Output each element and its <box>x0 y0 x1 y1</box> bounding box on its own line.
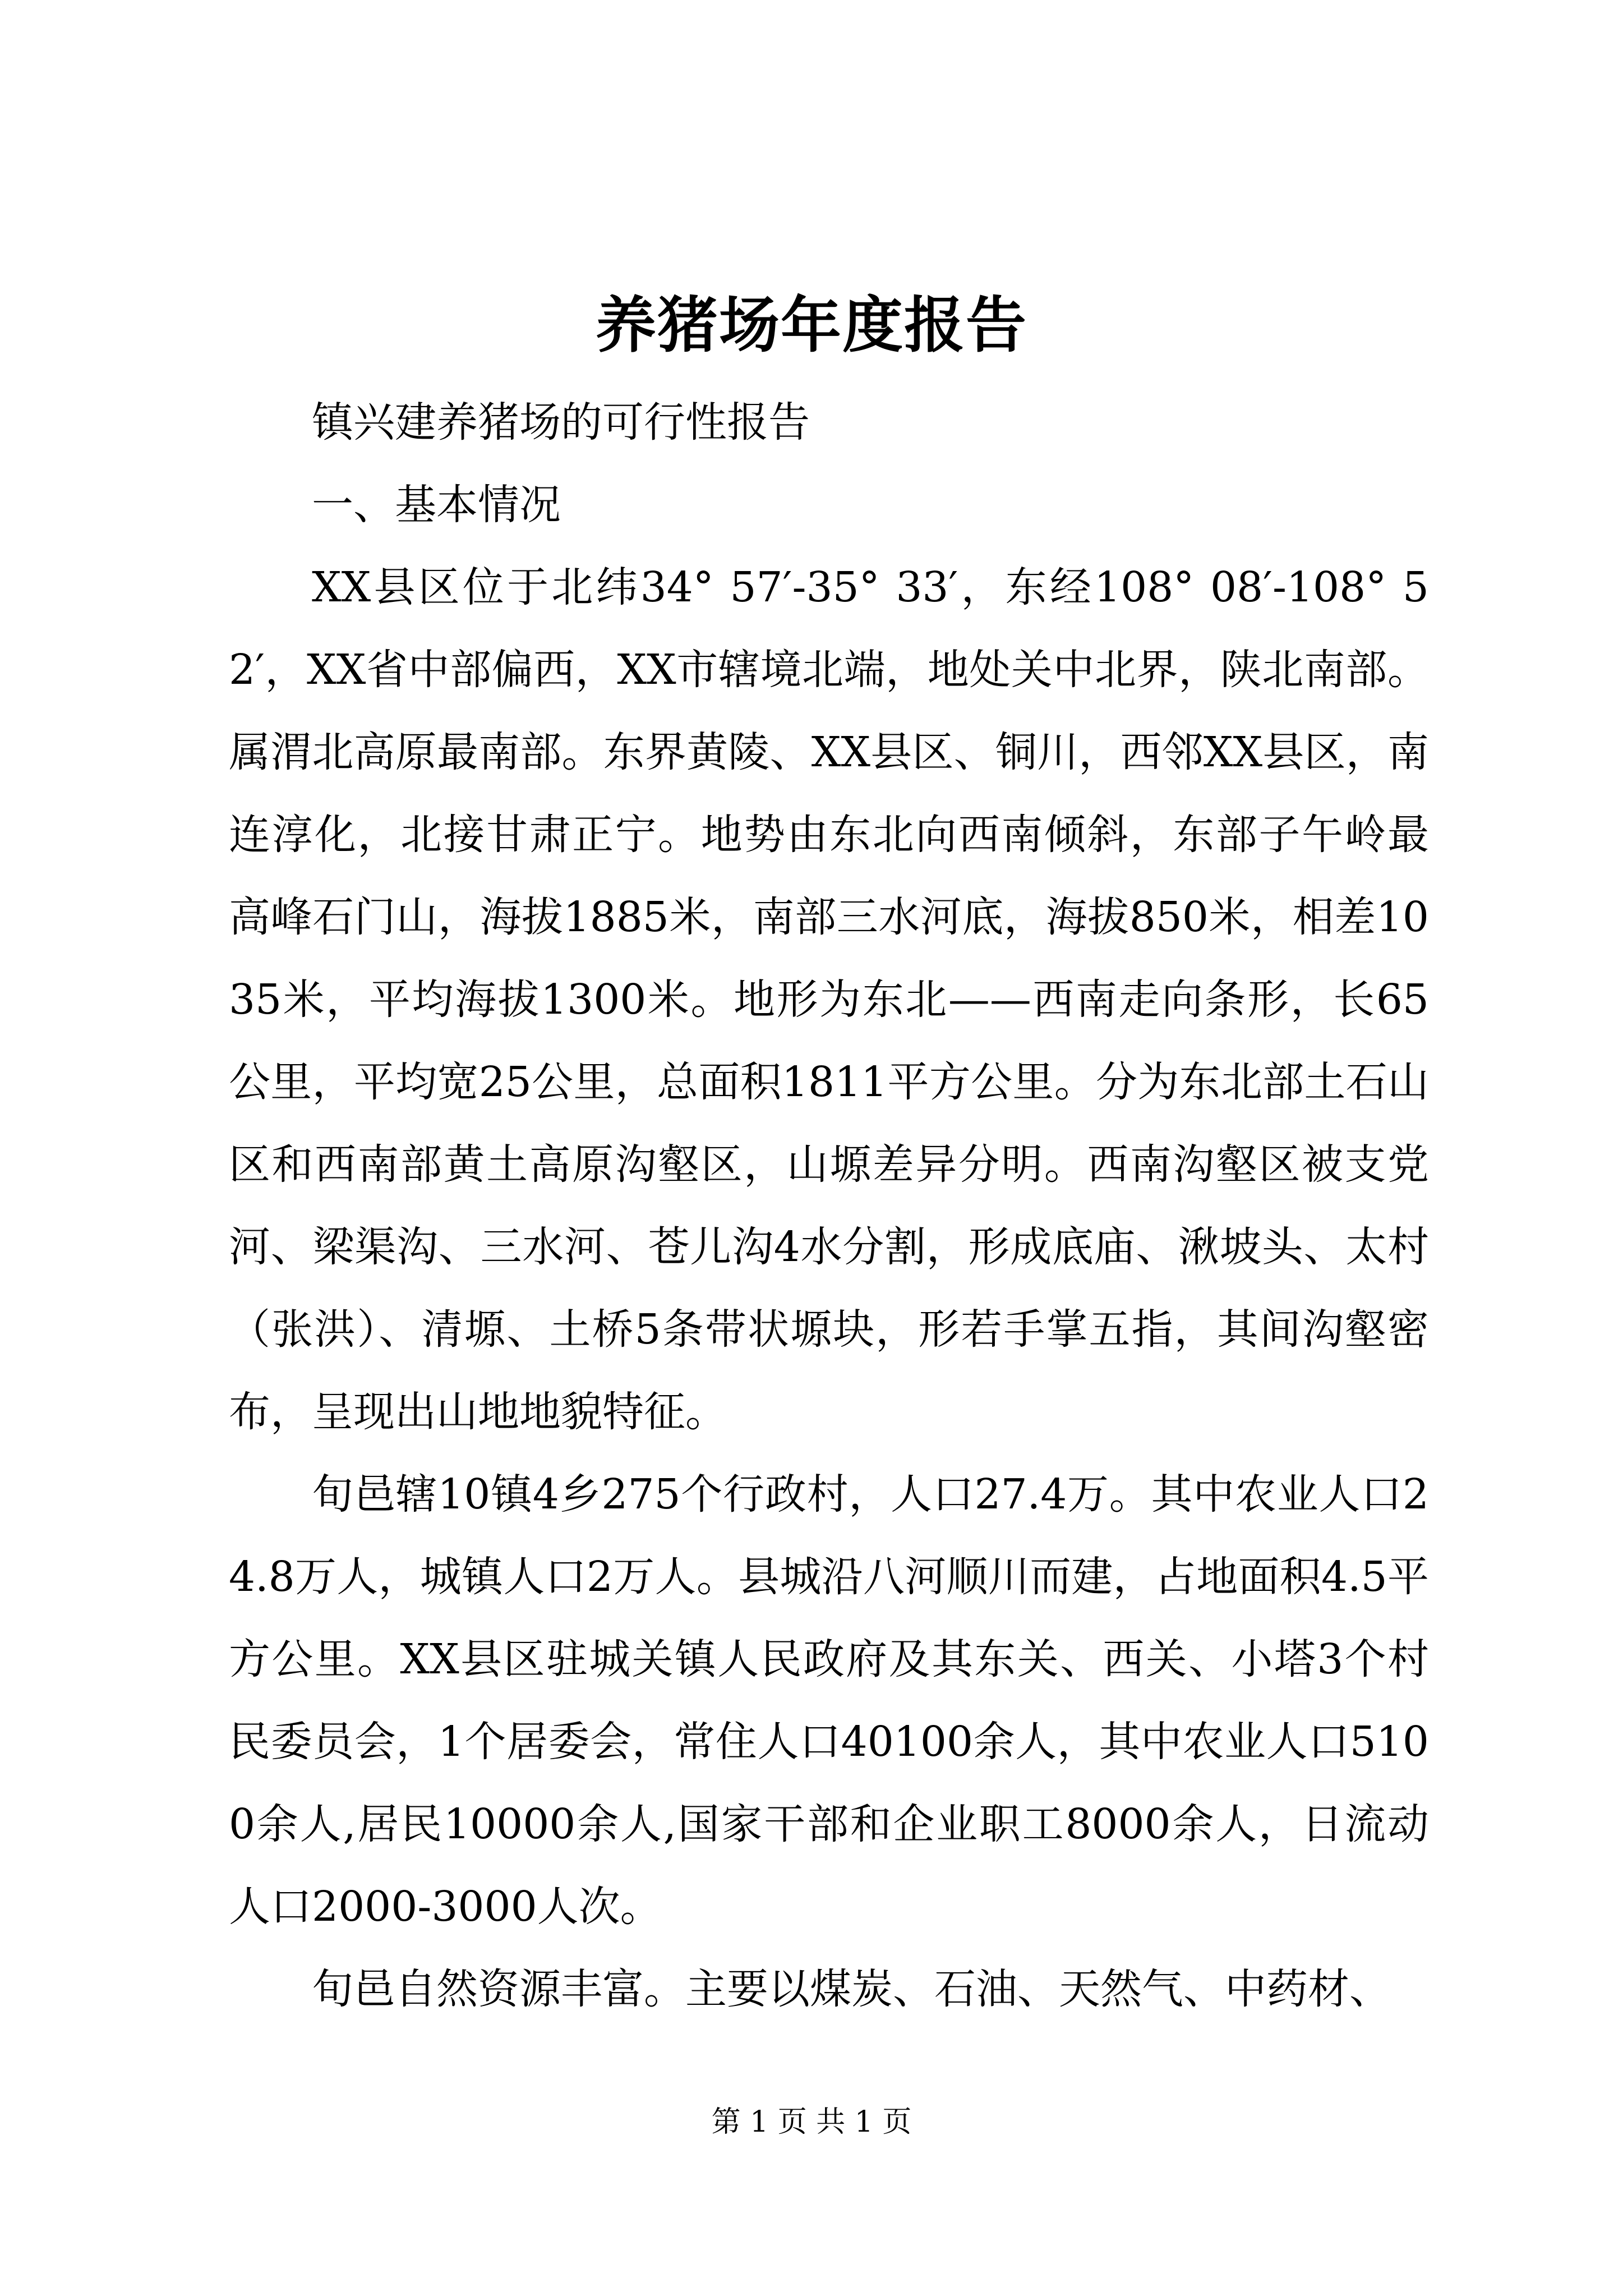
paragraph-section-heading: 一、基本情况 <box>312 481 561 529</box>
page-footer: 第 1 页 共 1 页 <box>711 2105 912 2139</box>
paragraph-population: 旬邑辖10镇4乡275个行政村，人口27.4万。其中农业人口24.8万人，城镇人口2万人。县城沿八河顺川而建，占地面积4.5平方公里。XX县区驻城关镇人民政府及其东关、西关、小塔3个村民委员会，1个居委会，常住人口40100余人，其中农业人口5100余人,居民10000余人,国家干部和企业职工8000余人，日流动人口2000-3000人次。 <box>229 1470 1429 1931</box>
paragraph-resources: 旬邑自然资源丰富。主要以煤炭、石油、天然气、中药材、 <box>312 1965 1391 2013</box>
document-title: 养猪场年度报告 <box>595 290 1027 361</box>
paragraph-geography: XX县区位于北纬34° 57′-35° 33′，东经108° 08′-108° 52′，XX省中部偏西，XX市辖境北端，地处关中北界，陕北南部。属渭北高原最南部。东界黄陵、XX县区、铜川，西邻XX县区，南连淳化，北接甘肃正宁。地势由东北向西南倾斜，东部子午岭最高峰石门山，海拔1885米，南部三水河底，海拔850米，相差1035米，平均海拔1300米。地形为东北——西南走向条形，长65公里，平均宽25公里，总面积1811平方公里。分为东北部土石山区和西南部黄土高原沟壑区，山塬差异分明。西南沟壑区被支党河、梁渠沟、三水河、苍儿沟4水分割，形成底庙、湫坡头、太村（张洪）、清塬、土桥5条带状塬块，形若手掌五指，其间沟壑密布，呈现出山地地貌特征。 <box>229 563 1429 1436</box>
document-body <box>229 381 1429 2031</box>
paragraph-subtitle: 镇兴建养猪场的可行性报告 <box>312 398 810 447</box>
